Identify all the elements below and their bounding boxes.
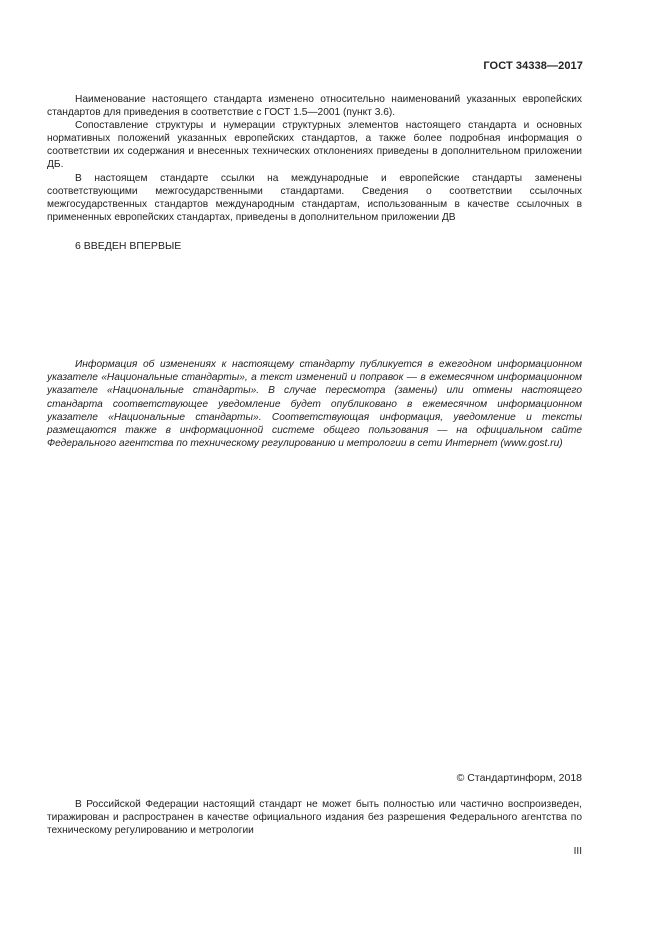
paragraph-structure-comparison: Сопоставление структуры и нумерации структурных элементов настоящего стандарта и основных нормативных положений указанных европейских стандартов, а также более подробная информация о соответствии их содержания и внесенных технических отклонениях приведены в дополнительном приложении ДБ. [47,120,582,171]
intro-section [47,93,582,224]
reproduction-restriction-notice: В Российской Федерации настоящий стандарт не может быть полностью или частично воспроизведен, тиражирован и распространен в качестве официального издания без разрешения Федерального агентства по техническому регулированию и метрологии [47,799,582,837]
page-number: III [573,846,582,857]
paragraph-references: В настоящем стандарте ссылки на международные и европейские стандарты заменены соответствующими межгосударственными стандартами. Сведения о соответствии ссылочных межгосударственных стандартов международным стандартам, использованным в качестве ссылочных в примененных европейских стандартах, приведены в дополнительном приложении ДВ [47,172,582,223]
paragraph-title-change: Наименование настоящего стандарта изменено относительно наименований указанных европейских стандартов для приведения в соответствие с ГОСТ 1.5—2001 (пункт 3.6). [47,94,582,119]
copyright-line: © Стандартинформ, 2018 [456,772,582,784]
legal-section [47,798,582,837]
document-header-code: ГОСТ 34338—2017 [483,60,583,72]
changes-information-notice: Информация об изменениях к настоящему стандарту публикуется в ежегодном информационном указателе «Национальные стандарты», а текст изменений и поправок — в ежемесячном информационном указателе «Национальные стандарты». В случае пересмотра (замены) или отмены настоящего стандарта соответствующее уведомление будет опубликовано в ежемесячном информационном указателе «Национальные стандарты». Соответствующая информация, уведомление и тексты размещаются также в информационной системе общего пользования — на официальном сайте Федерального агентства по техническому регулированию и метрологии в сети Интернет (www.gost.ru) [47,359,582,450]
item-introduced-first-time: 6 ВВЕДЕН ВПЕРВЫЕ [75,240,182,252]
